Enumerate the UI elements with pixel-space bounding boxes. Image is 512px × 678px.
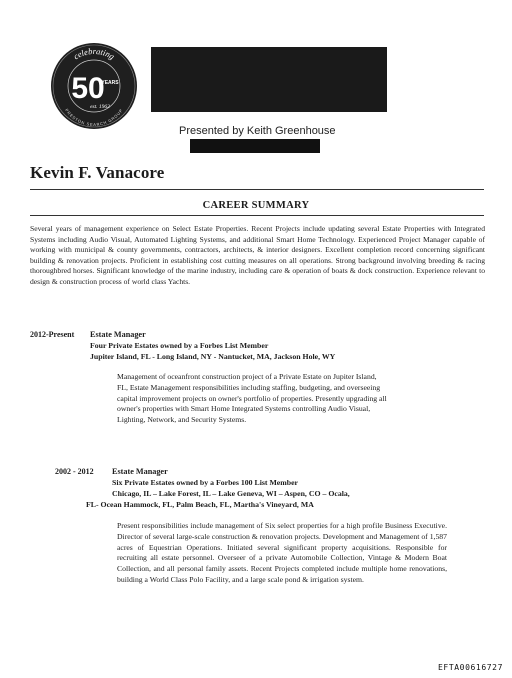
job-2-location-line-1: Chicago, IL – Lake Forest, IL – Lake Geneva, WI – Aspen, CO – Ocala, <box>112 489 350 498</box>
anniversary-seal-icon <box>50 42 138 130</box>
divider-bottom <box>30 215 484 216</box>
section-heading-career-summary: CAREER SUMMARY <box>202 200 310 211</box>
job-2-subtitle: Six Private Estates owned by a Forbes 100 List Member <box>112 478 299 487</box>
candidate-name: Kevin F. Vanacore <box>30 163 165 182</box>
presented-by: Presented by Keith Greenhouse <box>179 125 336 137</box>
document-id: EFTA00616727 <box>438 663 503 672</box>
redaction-block-top <box>151 47 387 112</box>
job-2-dates: 2002 - 2012 <box>55 467 94 476</box>
job-2-location-line-2: FL- Ocean Hammock, FL, Palm Beach, FL, Martha's Vineyard, MA <box>86 500 314 509</box>
job-1-title: Estate Manager <box>90 330 146 339</box>
job-1-dates: 2012-Present <box>30 330 75 339</box>
divider-top <box>30 189 484 190</box>
seal-ring-bottom-text: PRESTON SEARCH GROUP <box>64 107 124 128</box>
job-1-description: Management of oceanfront construction project of a Private Estate on Jupiter Island, FL, Estate Management responsibilities including staffing, budgeting, and overseeing capital improvement projects on owner's portfolio of properties. Presently upgrading all owner's properties with Smart Home Integrated Systems controlling Audio Visual, Lighting, Network, and Security Systems. <box>117 372 387 425</box>
career-summary-text: Several years of management experience on Select Estate Properties. Recent Projects include updating several Estate Properties with Integrated Systems including Audio Visual, Automated Lighting Systems, and additional Smart Home Technology. Experienced Project Manager capable of working with municipal & county governments, contractors, architects, & interior designers. Excellent completion record concerning significant building & renovation projects. Proficient in establishing cost cutting measures on all operations. Strong background involving breeding & racing thoroughbred horses. Significant knowledge of the marine industry, including care & operation of boats & dock construction. Experience relevant to design & construction process of world class Yachts. <box>30 224 485 286</box>
seal-big-number: 50 <box>71 72 105 105</box>
job-1-location: Jupiter Island, FL - Long Island, NY - Nantucket, MA, Jackson Hole, WY <box>90 352 336 361</box>
job-2-title: Estate Manager <box>112 467 168 476</box>
seal-est-label: est. 1962 <box>90 104 110 110</box>
job-1-subtitle: Four Private Estates owned by a Forbes List Member <box>90 341 269 350</box>
job-2-description: Present responsibilities include management of Six select properties for a high profile Business Executive. Director of several large-scale construction & renovation projects. Development and Management of 1,587 acres of Equestrian Operations. Initiated several significant property acquisitions. Responsible for recruiting all estate personnel. Overseer of a private Automobile Collection, Vintage & Modern Boat Collection, and all personal family assets. Recent Projects completed include multiple home renovations, building a World Class Polo Facility, and a large scale pond & irrigation system. <box>117 521 447 584</box>
seal-ring-top-text: celebrating <box>71 45 117 62</box>
seal-years-label: YEARS <box>101 80 119 86</box>
redaction-block-bar <box>190 139 320 153</box>
